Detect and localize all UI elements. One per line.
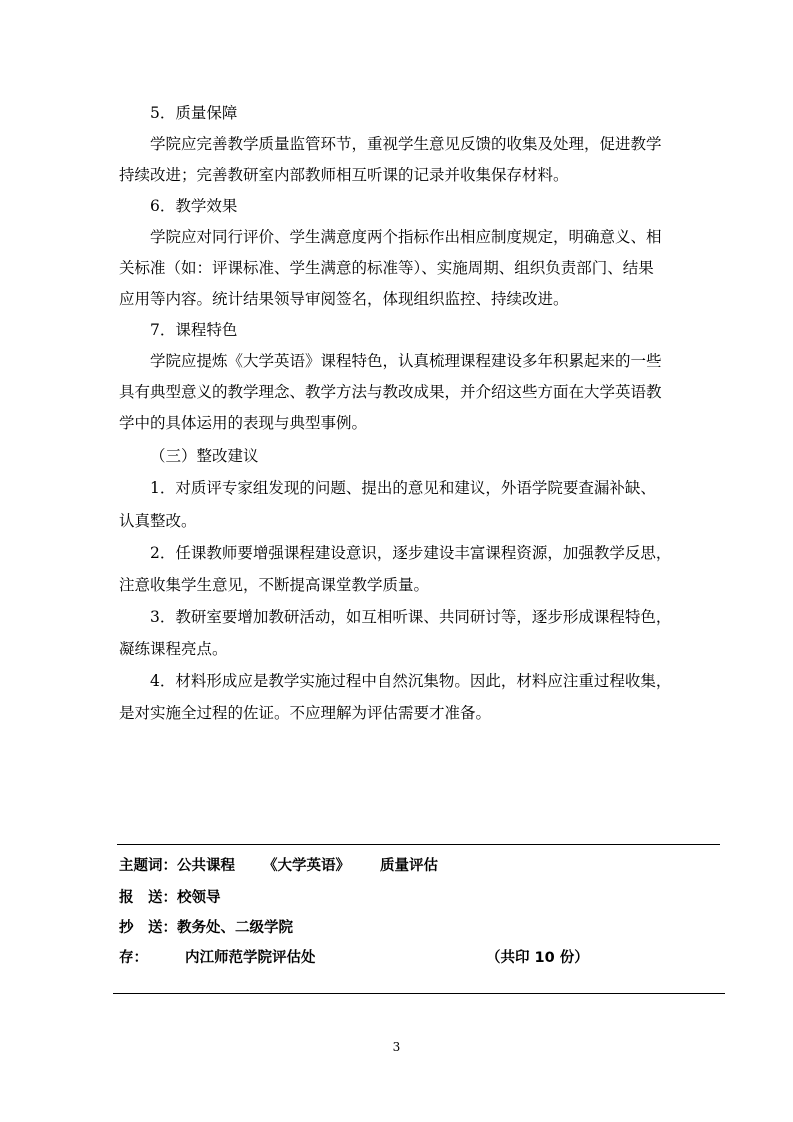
- rectification-item-3-line-1: 3．教研室要增加教研活动，如互相听课、共同研讨等，逐步形成课程特色，: [150, 608, 672, 626]
- section-6-heading: 6．教学效果: [150, 197, 238, 215]
- section-7-heading: 7．课程特色: [150, 321, 238, 339]
- section-5-heading: 5．质量保障: [150, 104, 238, 122]
- report-line: [119, 888, 221, 908]
- cc-label: 抄 送：: [119, 920, 177, 936]
- rectification-item-4-line-2: 是对实施全过程的佐证。不应理解为评估需要才准备。: [119, 704, 492, 722]
- keywords-line: [119, 856, 438, 876]
- rectification-item-2-line-2: 注意收集学生意见，不断提高课堂教学质量。: [119, 576, 430, 594]
- cc-value: 教务处、二级学院: [177, 920, 293, 936]
- section-7-line-2: 具有典型意义的教学理念、教学方法与教改成果，并介绍这些方面在大学英语教: [119, 383, 662, 401]
- file-label: 存：: [119, 950, 148, 966]
- file-line: [119, 948, 679, 968]
- section-7-line-1: 学院应提炼《大学英语》课程特色，认真梳理课程建设多年积累起来的一些: [150, 352, 662, 370]
- keyword-1: 公共课程: [177, 858, 235, 874]
- report-label: 报 送：: [119, 890, 177, 906]
- footer-bottom-rule: [113, 993, 725, 994]
- section-6-line-3: 应用等内容。统计结果领导审阅签名，体现组织监控、持续改进。: [119, 290, 569, 308]
- section-5-line-2: 持续改进；完善教研室内部教师相互听课的记录并收集保存材料。: [119, 166, 569, 184]
- copies-count: （共印 10 份）: [486, 950, 589, 966]
- cc-line: [119, 918, 293, 938]
- keyword-2: 《大学英语》: [263, 858, 350, 874]
- report-value: 校领导: [177, 890, 221, 906]
- keyword-3: 质量评估: [380, 858, 438, 874]
- rectification-item-2-line-1: 2．任课教师要增强课程建设意识，逐步建设丰富课程资源，加强教学反思，: [150, 544, 672, 562]
- rectification-item-4-line-1: 4．材料形成应是教学实施过程中自然沉集物。因此，材料应注重过程收集，: [150, 672, 672, 690]
- rectification-item-3-line-2: 凝练课程亮点。: [119, 640, 228, 658]
- section-7-line-3: 学中的具体运用的表现与典型事例。: [119, 414, 368, 432]
- rectification-item-1-line-1: 1．对质评专家组发现的问题、提出的意见和建议，外语学院要查漏补缺、: [150, 479, 656, 497]
- page-number: 3: [392, 1040, 401, 1054]
- section-6-line-1: 学院应对同行评价、学生满意度两个指标作出相应制度规定，明确意义、相: [150, 228, 662, 246]
- section-5-line-1: 学院应完善教学质量监管环节，重视学生意见反馈的收集及处理，促进教学: [150, 135, 662, 153]
- footer-top-rule: [117, 844, 720, 845]
- rectification-heading: （三）整改建议: [150, 447, 259, 465]
- rectification-item-1-line-2: 认真整改。: [119, 512, 197, 530]
- keywords-label: 主题词：: [119, 858, 177, 874]
- section-6-line-2: 关标准（如：评课标准、学生满意的标准等）、实施周期、组织负责部门、结果: [119, 259, 654, 277]
- file-value: 内江师范学院评估处: [185, 950, 316, 966]
